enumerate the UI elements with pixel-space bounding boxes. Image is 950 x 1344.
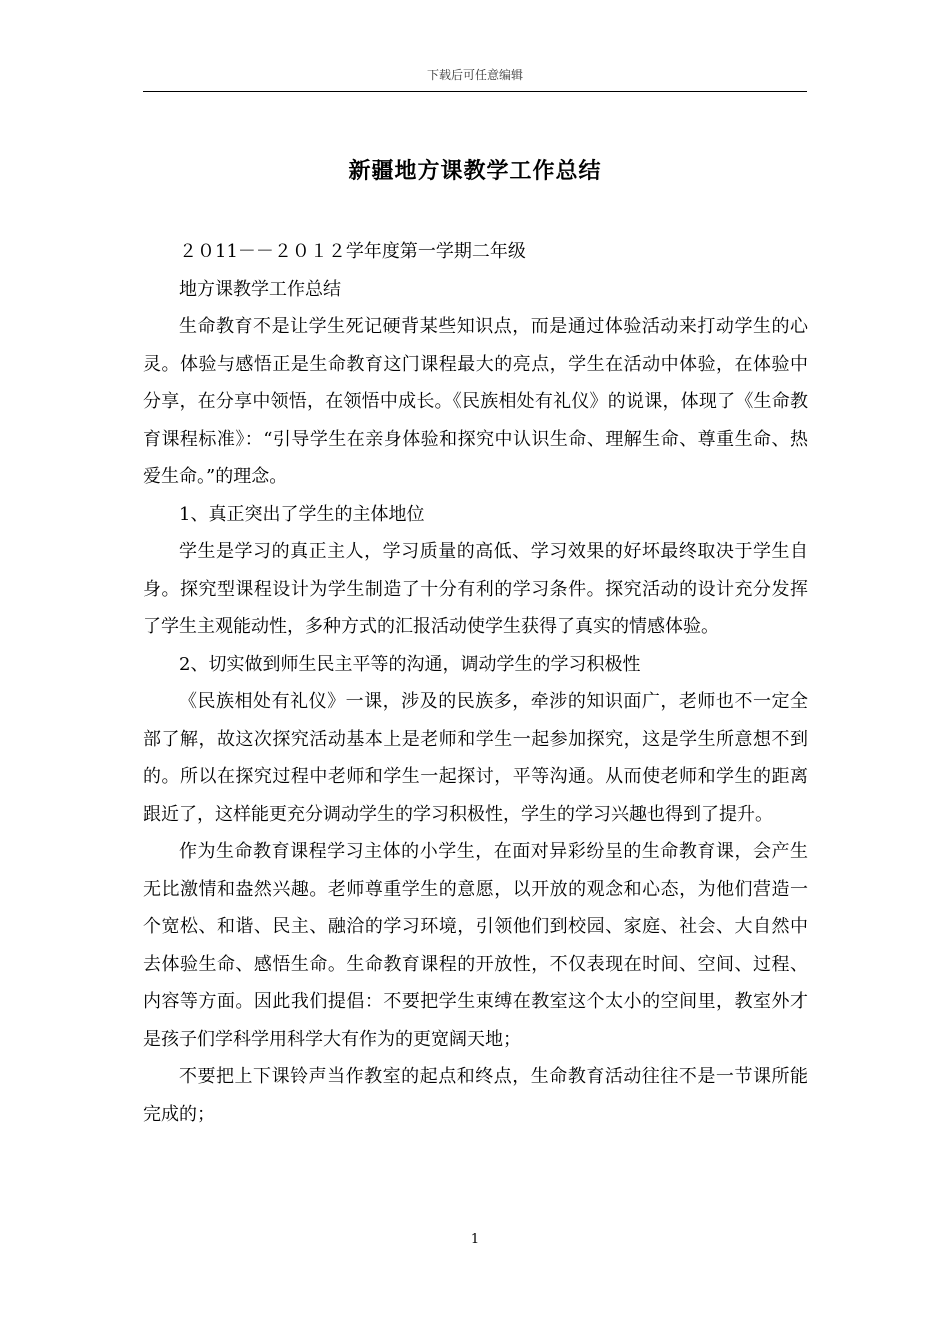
document-body <box>143 233 808 1133</box>
paragraph: 不要把上下课铃声当作教室的起点和终点，生命教育活动往往不是一节课所能完成的； <box>143 1066 808 1125</box>
subtitle-line: 地方课教学工作总结 <box>179 278 341 300</box>
section-heading: 1、真正突出了学生的主体地位 <box>179 503 425 525</box>
header-divider <box>143 91 807 92</box>
paragraph: 《民族相处有礼仪》一课，涉及的民族多，牵涉的知识面广，老师也不一定全部了解，故这次探究活动基本上是老师和学生一起参加探究，这是学生所意想不到的。所以在探究过程中老师和学生一起探讨，平等沟通。从而使老师和学生的距离跟近了，这样能更充分调动学生的学习积极性，学生的学习兴趣也得到了提升。 <box>143 691 808 825</box>
document-title: 新疆地方课教学工作总结 <box>348 158 602 184</box>
term-line: ２０11－－２０１２学年度第一学期二年级 <box>179 241 526 262</box>
paragraph: 学生是学习的真正主人，学习质量的高低、学习效果的好坏最终取决于学生自身。探究型课程设计为学生制造了十分有利的学习条件。探究活动的设计充分发挥了学生主观能动性，多种方式的汇报活动使学生获得了真实的情感体验。 <box>143 541 808 637</box>
page-number: 1 <box>470 1232 480 1247</box>
paragraph: 生命教育不是让学生死记硬背某些知识点，而是通过体验活动来打动学生的心灵。体验与感悟正是生命教育这门课程最大的亮点，学生在活动中体验，在体验中分享，在分享中领悟，在领悟中成长。《民族相处有礼仪》的说课，体现了《生命教育课程标准》：“引导学生在亲身体验和探究中认识生命、理解生命、尊重生命、热爱生命。”的理念。 <box>143 316 808 487</box>
section-heading: 2、切实做到师生民主平等的沟通，调动学生的学习积极性 <box>179 653 641 675</box>
paragraph: 作为生命教育课程学习主体的小学生，在面对异彩纷呈的生命教育课，会产生无比激情和盎然兴趣。老师尊重学生的意愿，以开放的观念和心态，为他们营造一个宽松、和谐、民主、融洽的学习环境，引领他们到校园、家庭、社会、大自然中去体验生命、感悟生命。生命教育课程的开放性，不仅表现在时间、空间、过程、内容等方面。因此我们提倡：不要把学生束缚在教室这个太小的空间里，教室外才是孩子们学科学用科学大有作为的更宽阔天地； <box>143 841 808 1050</box>
header-note: 下载后可任意编辑 <box>426 68 523 82</box>
